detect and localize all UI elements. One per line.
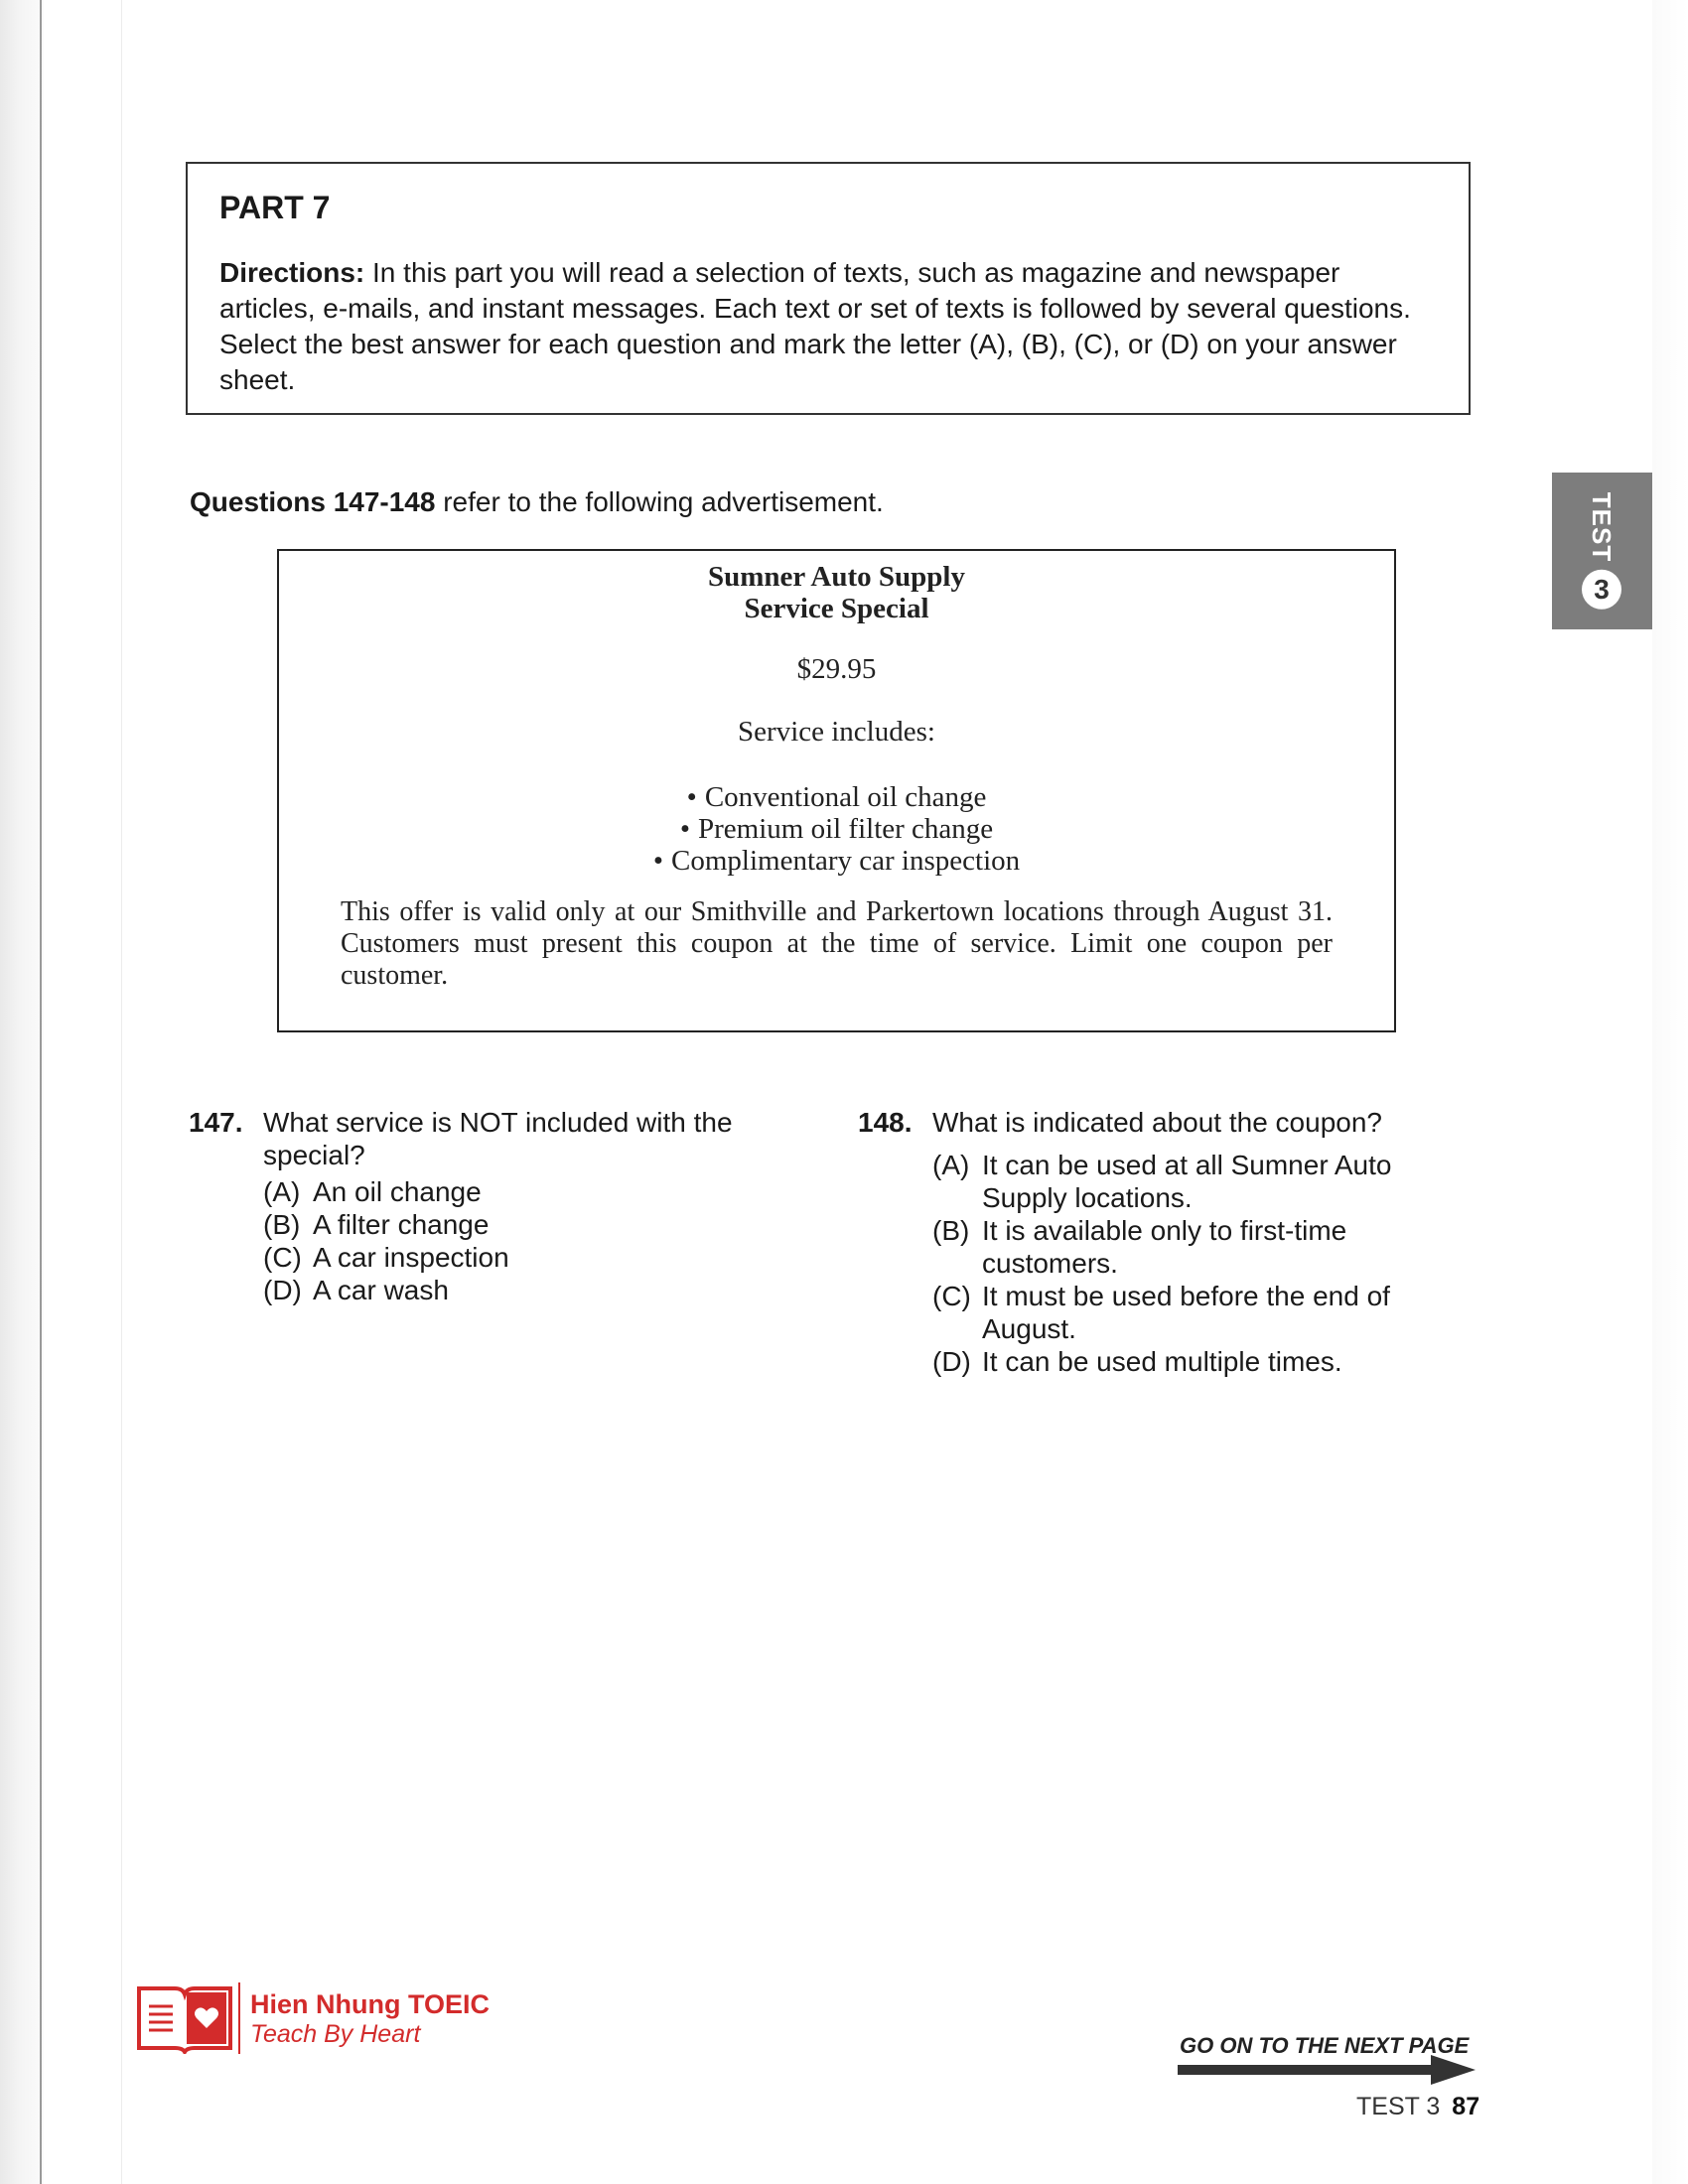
scan-margin	[0, 0, 44, 2184]
answer-option[interactable]	[932, 1214, 1414, 1280]
book-heart-icon	[135, 1982, 234, 2054]
scan-right-shade	[1652, 0, 1688, 2184]
ad-terms: This offer is valid only at our Smithville and Parkertown locations through August 31. Customers must present this coupon at the time of service. Limit one coupon per customer.	[341, 896, 1333, 991]
questions-intro	[190, 485, 884, 519]
directions-text	[219, 255, 1437, 398]
question-text: What service is NOT included with the special?	[263, 1107, 733, 1170]
option-letter: (A)	[932, 1150, 970, 1180]
footer-test-label: TEST 3	[1356, 2093, 1441, 2120]
ad-title	[279, 561, 1394, 624]
option-letter: (B)	[263, 1209, 301, 1240]
option-letter: (C)	[932, 1281, 971, 1311]
part-title: PART 7	[219, 190, 331, 225]
option-text: It can be used at all Sumner Auto Supply locations.	[982, 1150, 1392, 1213]
go-on-text: GO ON TO THE NEXT PAGE	[1180, 2033, 1470, 2058]
ad-service-list	[279, 781, 1394, 877]
directions-box	[186, 162, 1471, 415]
question-number: 148.	[858, 1107, 913, 1138]
advertisement-box	[277, 549, 1396, 1032]
brand-divider	[238, 1982, 240, 2054]
option-text: It must be used before the end of August.	[982, 1281, 1390, 1344]
option-text: A car inspection	[313, 1242, 509, 1273]
answer-options	[932, 1149, 1414, 1378]
ad-business-name: Sumner Auto Supply	[708, 561, 965, 593]
questions-range: Questions 147-148	[190, 486, 436, 517]
answer-option[interactable]	[263, 1241, 824, 1274]
ad-includes-heading: Service includes:	[738, 716, 935, 748]
directions-label: Directions:	[219, 257, 365, 288]
ad-subtitle: Service Special	[744, 593, 929, 624]
answer-option[interactable]	[263, 1274, 824, 1306]
ad-service-item: • Complimentary car inspection	[279, 845, 1394, 877]
option-letter: (C)	[263, 1242, 302, 1273]
option-text: A filter change	[313, 1209, 490, 1240]
option-text: It is available only to first-time customers.	[982, 1215, 1347, 1279]
page-number: 87	[1452, 2093, 1480, 2120]
option-letter: (D)	[263, 1275, 302, 1305]
brand-name: Hien Nhung TOEIC	[250, 1989, 490, 2019]
scan-faint-line	[121, 0, 122, 2184]
question-148	[858, 1106, 1414, 1378]
question-number: 147.	[189, 1107, 243, 1138]
test-side-tab	[1552, 473, 1652, 629]
test-side-tab-content	[1582, 492, 1621, 610]
brand-text	[250, 1988, 490, 2048]
test-side-tab-number: 3	[1582, 570, 1621, 610]
option-text: A car wash	[313, 1275, 449, 1305]
option-letter: (D)	[932, 1346, 971, 1377]
brand-tagline: Teach By Heart	[250, 2020, 421, 2048]
question-147	[189, 1106, 824, 1306]
directions-body: In this part you will read a selection of texts, such as magazine and newspaper articles, e-mails, and instant messages. Each text or set of texts is followed by several questions. Select the best answer for each question and mark the letter (A), (B), (C), or (D) on your answer sheet.	[219, 257, 1411, 395]
brand-watermark	[135, 1982, 490, 2054]
answer-option[interactable]	[932, 1149, 1414, 1214]
option-text: It can be used multiple times.	[982, 1346, 1342, 1377]
test-side-tab-label: TEST	[1587, 491, 1618, 563]
questions-intro-text: refer to the following advertisement.	[435, 486, 884, 517]
question-text: What is indicated about the coupon?	[932, 1107, 1382, 1138]
option-letter: (A)	[263, 1176, 301, 1207]
option-letter: (B)	[932, 1215, 970, 1246]
question-header	[858, 1106, 1414, 1139]
answer-options	[263, 1175, 824, 1306]
page-footer	[1356, 2093, 1479, 2121]
ad-price: $29.95	[796, 653, 877, 685]
ad-service-item: • Premium oil filter change	[279, 813, 1394, 845]
option-text: An oil change	[313, 1176, 482, 1207]
arrow-right-icon	[1178, 2053, 1476, 2087]
scan-binding-line	[40, 0, 42, 2184]
question-header	[189, 1106, 824, 1171]
ad-service-item: • Conventional oil change	[279, 781, 1394, 813]
answer-option[interactable]	[263, 1208, 824, 1241]
answer-option[interactable]	[263, 1175, 824, 1208]
answer-option[interactable]	[932, 1280, 1414, 1345]
answer-option[interactable]	[932, 1345, 1414, 1378]
